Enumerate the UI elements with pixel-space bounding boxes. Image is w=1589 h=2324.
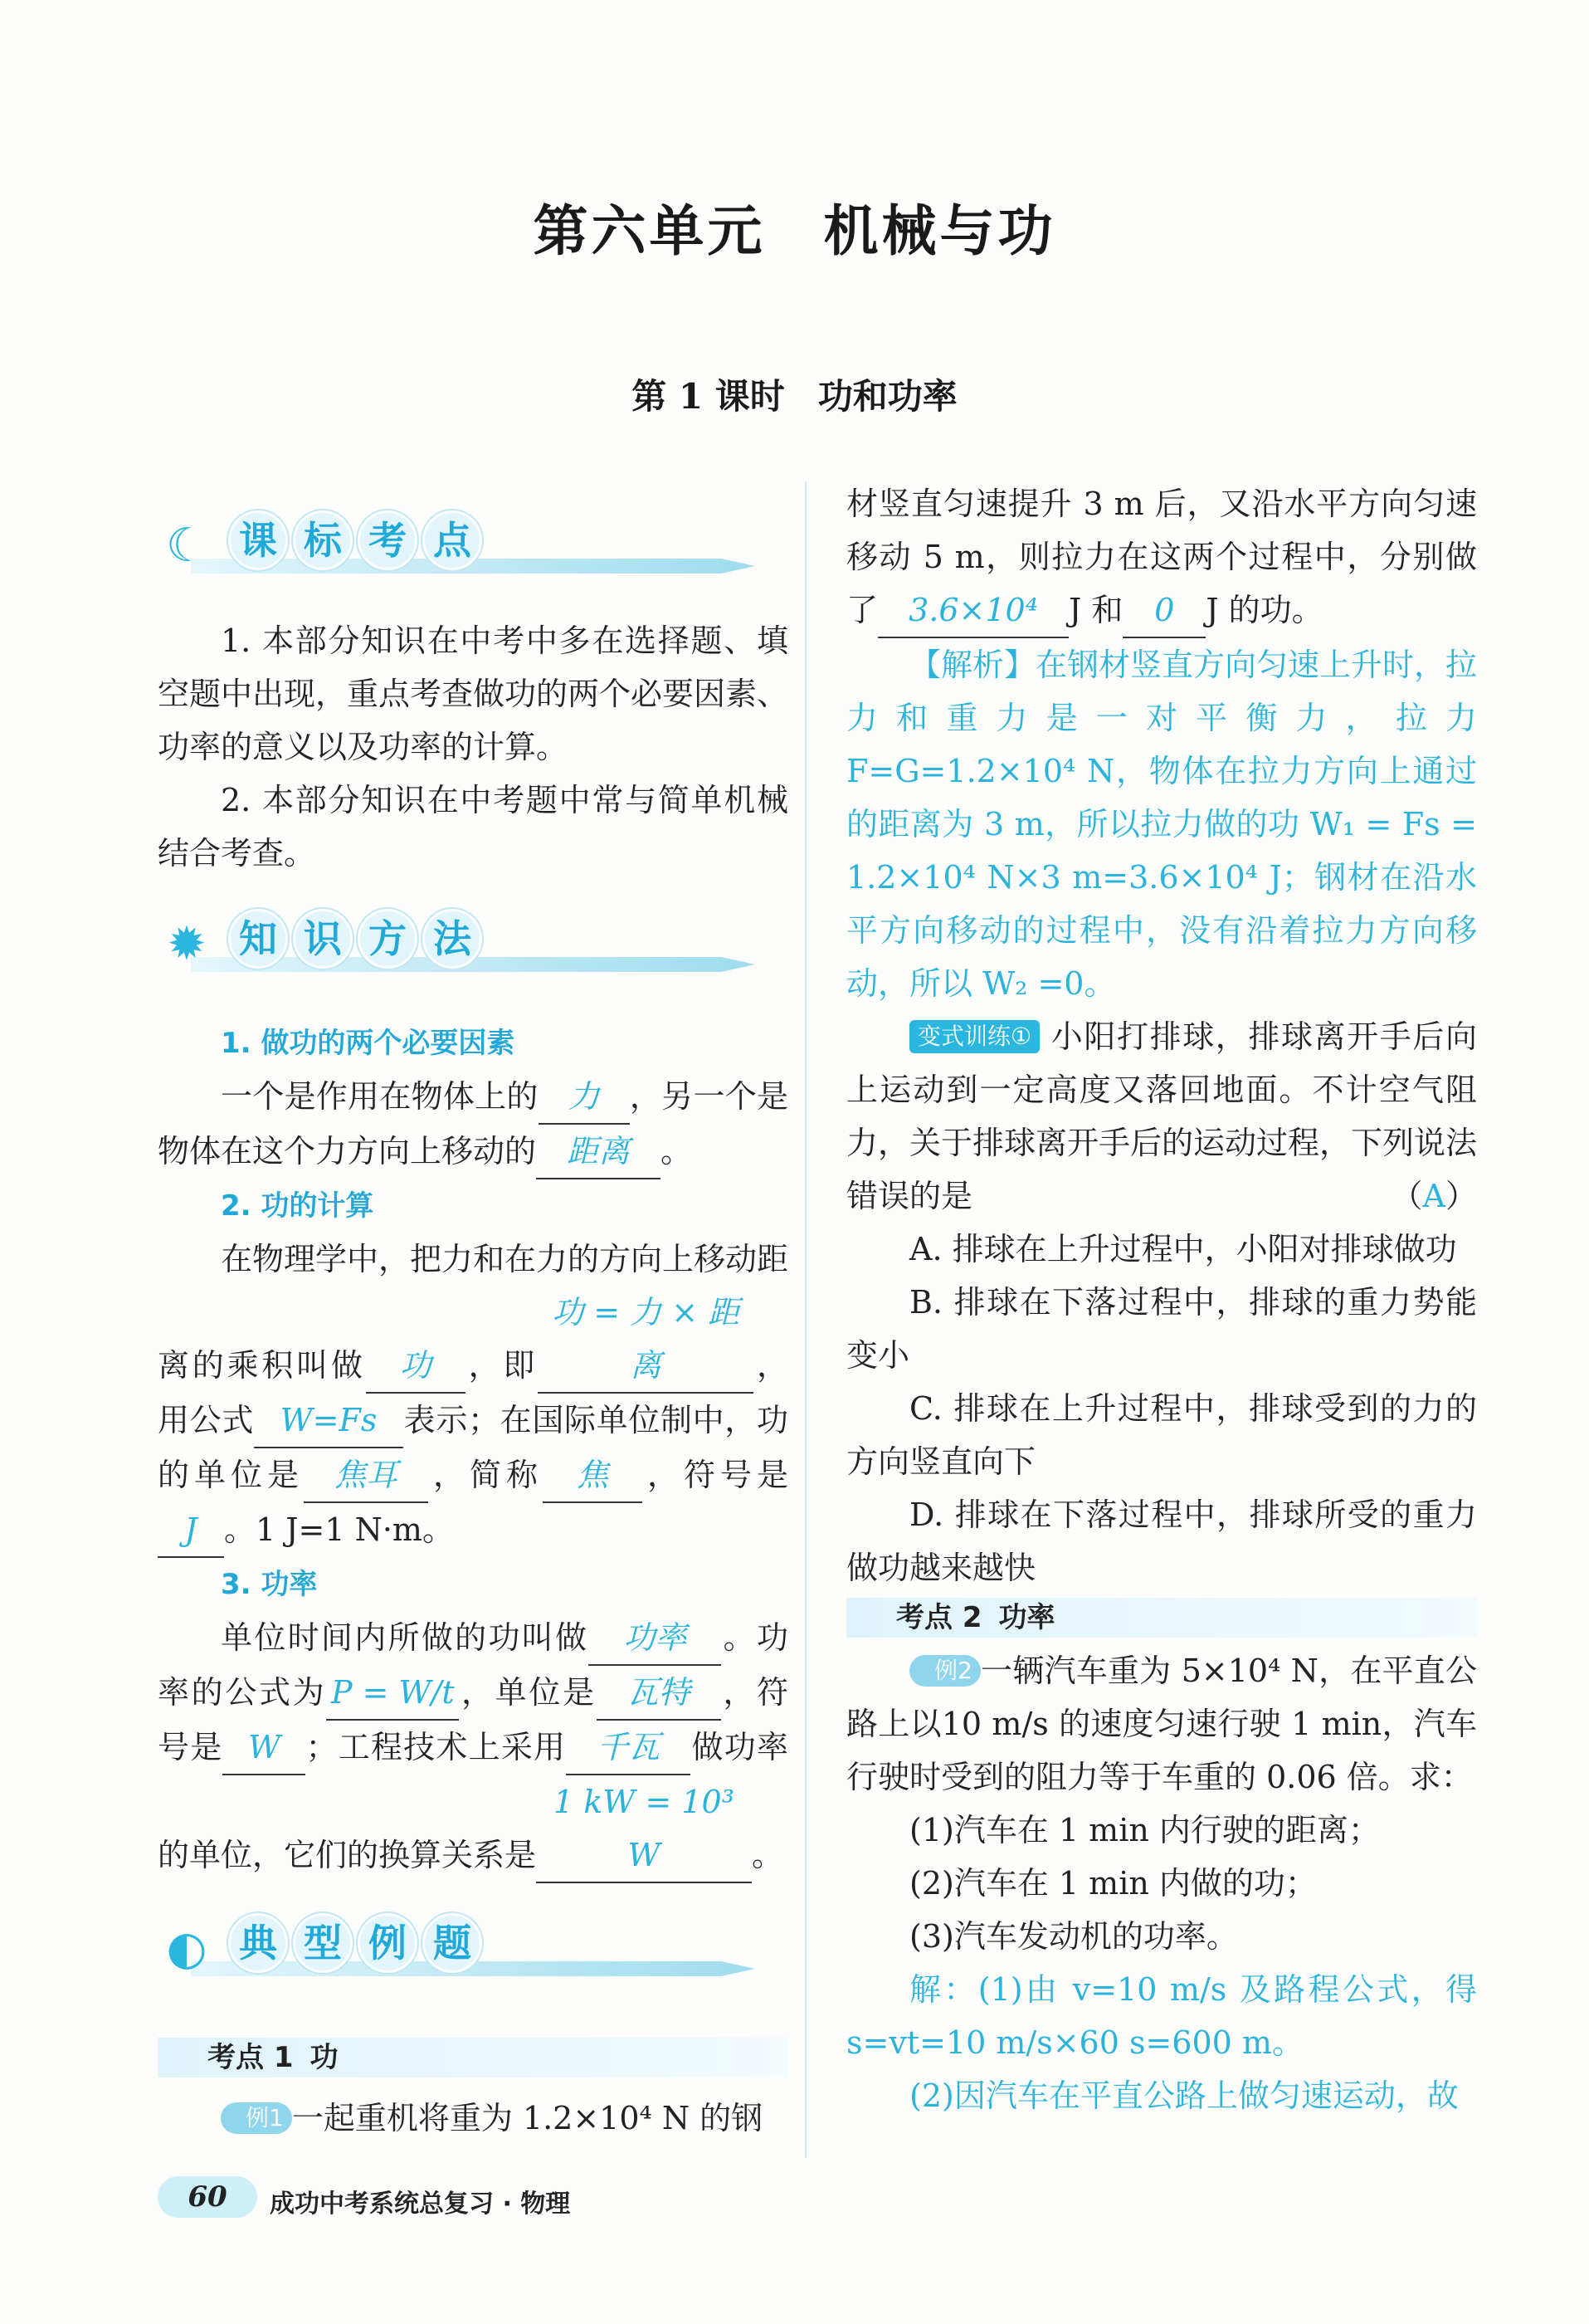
answer-blank: W (222, 1721, 305, 1775)
unit-title (0, 187, 1589, 266)
answer-blank: 3.6×10⁴ (878, 583, 1069, 638)
kebiao-paragraph: 1. 本部分知识在中考中多在选择题、填空题中出现，重点考查做功的两个必要因素、功率的意义以及功率的计算。 (158, 622, 789, 765)
answer-blank: 功 (366, 1339, 465, 1394)
variant-answer: A (1422, 1178, 1445, 1214)
lesson-title (0, 369, 1589, 419)
answer-blank: 距离 (536, 1125, 660, 1179)
kaodian-label: 考点 2 (896, 1601, 982, 1634)
method-paragraph-1: 一个是作用在物体上的 力 ，另一个是物体在这个力方向上移动的 距离 。 (158, 1070, 788, 1179)
answer-blank: 千瓦 (566, 1721, 690, 1775)
kaodian-title: 功 (310, 2041, 339, 2074)
section-banner-zhishi (158, 909, 755, 984)
method-heading-3: 3. 功率 (221, 1568, 318, 1601)
banner-char: 方 (358, 909, 417, 969)
kaodian-label: 考点 1 (207, 2041, 294, 2074)
sun-icon: ✹ (167, 917, 207, 971)
example1-left: 例1 一起重机将重为 1.2×10⁴ N 的钢 (158, 2092, 788, 2145)
option-c: C. 排球在上升过程中，排球受到的力的方向竖直向下 (846, 1390, 1477, 1480)
example-tag: 例1 (221, 2102, 292, 2134)
method-paragraph-2: 在物理学中，把力和在力的方向上移动距离的乘积叫做 功 ，即功 = 力 × 距离 ，用公式 W=Fs 表示；在国际单位制中，功的单位是 焦耳 ，简称 焦 ，符号是J 。1 J=1 N·m。 (158, 1233, 788, 1558)
swirl-icon: ☾ (165, 519, 208, 573)
kaodian-title: 功率 (998, 1601, 1055, 1634)
example2-solution-2: (2)因汽车在平直公路上做匀速运动，故 (909, 2077, 1459, 2114)
kebiao-paragraph: 2. 本部分知识在中考题中常与简单机械结合考查。 (158, 782, 788, 872)
column-separator (805, 481, 807, 2158)
answer-blank: J (158, 1503, 224, 1558)
banner-char: 点 (422, 510, 482, 570)
page-number: 60 (158, 2176, 257, 2218)
example2-solution-1: 解：(1)由 v=10 m/s 及路程公式，得 s=vt=10 m/s×60 s=600 m。 (846, 1971, 1477, 2061)
variant-tag: 变式训练① (909, 1020, 1040, 1053)
banner-char: 典 (228, 1913, 288, 1973)
section-banner-dianxing (158, 1913, 755, 1988)
lesson-number: 第 1 课时 (631, 376, 785, 417)
example1-continued: 材竖直匀速提升 3 m 后，又沿水平方向匀速移动 5 m，则拉力在这两个过程中，分别做了 3.6×10⁴ J 和 0 J 的功。 (846, 477, 1477, 638)
example2-q2: (2)汽车在 1 min 内做的功； (909, 1865, 1317, 1902)
right-column (846, 477, 1477, 2122)
kebiao-content (158, 614, 788, 880)
answer-blank: 0 (1123, 583, 1206, 638)
answer-blank: 焦耳 (304, 1448, 428, 1503)
banner-char: 题 (422, 1913, 482, 1973)
lesson-name: 功和功率 (817, 376, 958, 417)
answer-blank: W=Fs (254, 1394, 403, 1448)
banner-char: 识 (293, 909, 353, 969)
kaodian-2 (846, 1598, 1477, 1638)
unit-number: 第六单元 (533, 199, 766, 263)
variant1-question: 变式训练① 小阳打排球，排球离开手后向上运动到一定高度又落回地面。不计空气阻力，关于排球离开手后的运动过程，下列说法错误的是 （A） (846, 1018, 1478, 1214)
banner-char: 课 (228, 510, 288, 570)
example-tag: 例2 (909, 1655, 981, 1687)
example1-analysis: 【解析】在钢材竖直方向匀速上升时，拉力和重力是一对平衡力，拉力 F=G=1.2×10⁴ N，物体在拉力方向上通过的距离为 3 m，所以拉力做的功 W₁ = Fs = 1.2×10⁴ N×3 m=3.6×10⁴ J；钢材在沿水平方向移动的过程中，没有沿着拉力方向移动，所以 W₂ =0。 (846, 647, 1478, 1002)
banner-char: 考 (358, 510, 417, 570)
method-content (158, 1017, 788, 1883)
example2-q1: (1)汽车在 1 min 内行驶的距离； (909, 1812, 1380, 1848)
option-d: D. 排球在下落过程中，排球所受的重力做功越来越快 (846, 1496, 1477, 1586)
answer-blank: 力 (539, 1070, 630, 1125)
section-banner-kebiao (158, 510, 755, 585)
answer-blank: 焦 (543, 1448, 642, 1503)
method-heading-2: 2. 功的计算 (221, 1189, 374, 1223)
banner-char: 法 (422, 909, 482, 969)
answer-blank: 瓦特 (597, 1666, 721, 1721)
banner-char: 例 (358, 1913, 417, 1973)
banner-char: 型 (293, 1913, 353, 1973)
banner-char: 标 (293, 510, 353, 570)
unit-name: 机械与功 (823, 199, 1056, 263)
option-a: A. 排球在上升过程中，小阳对排球做功 (909, 1231, 1457, 1267)
answer-blank: P = W/t (326, 1666, 459, 1721)
example2-q3: (3)汽车发动机的功率。 (909, 1918, 1238, 1955)
answer-blank: 1 kW = 10³ W (536, 1775, 752, 1883)
example2-question: 例2 一辆汽车重为 5×10⁴ N，在平直公路上以10 m/s 的速度匀速行驶 1 min，汽车行驶时受到的阻力等于车重的 0.06 倍。求： (846, 1653, 1477, 1795)
method-heading-1: 1. 做功的两个必要因素 (221, 1027, 515, 1060)
book-title: 成功中考系统总复习 · 物理 (270, 2190, 571, 2219)
banner-char: 知 (228, 909, 288, 969)
kaodian-1 (158, 2038, 788, 2077)
method-paragraph-3: 单位时间内所做的功叫做 功率 。功率的公式为 P = W/t ，单位是 瓦特 ，符号是 W ；工程技术上采用 千瓦 做功率的单位，它们的换算关系是1 kW = 10³ W 。 (158, 1611, 788, 1883)
answer-blank: 功 = 力 × 距离 (538, 1286, 753, 1394)
circle-icon: ◐ (166, 1921, 207, 1975)
answer-blank: 功率 (588, 1611, 721, 1666)
option-b: B. 排球在下落过程中，排球的重力势能变小 (846, 1284, 1477, 1374)
